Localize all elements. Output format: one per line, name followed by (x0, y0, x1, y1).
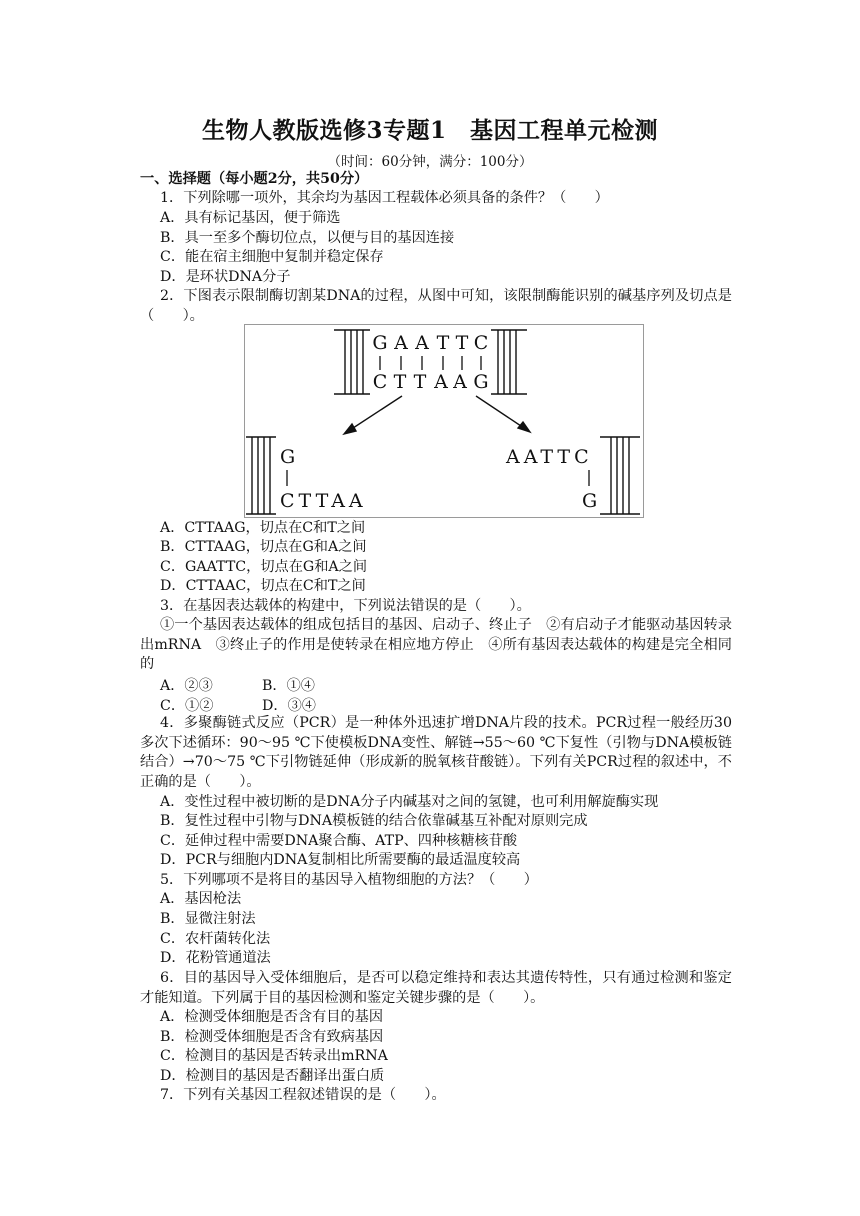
question-6-option-d: D．检测目的基因是否翻译出蛋白质 (160, 1068, 385, 1084)
bottom-base-5: A (453, 371, 467, 393)
left-arrow-shaft (350, 396, 402, 430)
top-base-4: T (436, 332, 450, 354)
section-heading: 一、选择题（每小题2分，共50分） (140, 171, 369, 187)
question-1-option-d: D．是环状DNA分子 (160, 269, 291, 285)
top-base-6: C (473, 332, 489, 354)
bottom-base-6: G (473, 371, 489, 393)
top-base-2: A (394, 332, 408, 354)
top-molecule-right-end (491, 330, 527, 394)
left-fragment-end (246, 437, 276, 514)
right-fragment-end (600, 437, 640, 514)
right-fragment-bottom-strand: G (582, 490, 598, 512)
question-2-option-c: C．GAATTC，切点在G和A之间 (160, 559, 368, 575)
restriction-cut-diagram (244, 324, 644, 518)
cut-arrows (344, 396, 530, 434)
question-1-option-b: B．具一至多个酶切位点，以便与目的基因连接 (160, 230, 455, 246)
question-5-option-c: C．农杆菌转化法 (160, 931, 271, 947)
right-arrow-head (518, 422, 530, 432)
bottom-base-1: C (372, 371, 388, 393)
question-4-option-a: A．变性过程中被切断的是DNA分子内碱基对之间的氢键，也可利用解旋酶实现 (160, 794, 659, 810)
question-3-option-a: A．②③ (160, 678, 213, 694)
top-base-5: T (455, 332, 469, 354)
left-fragment-bottom-strand: CTTAA (280, 490, 367, 512)
question-2-stem: 2．下图表示限制酶切割某DNA的过程，从图中可知，该限制酶能识别的碱基序列及切点是（ ）。 (140, 288, 732, 324)
question-1-option-a: A．具有标记基因，便于筛选 (160, 210, 341, 226)
question-6-option-c: C．检测目的基因是否转录出mRNA (160, 1048, 388, 1064)
question-3-stem: 3．在基因表达载体的构建中，下列说法错误的是（ ）。 (160, 598, 531, 614)
bottom-base-3: T (413, 371, 427, 393)
question-5-option-d: D．花粉管通道法 (160, 950, 271, 966)
question-4-option-b: B．复性过程中引物与DNA模板链的结合依靠碱基互补配对原则完成 (160, 813, 588, 829)
exam-info: （时间：60分钟，满分：100分） (327, 154, 533, 170)
question-2-option-a: A．CTTAAG，切点在C和T之间 (160, 520, 366, 536)
right-arrow-shaft (476, 396, 524, 428)
top-base-1: G (372, 332, 388, 354)
bottom-base-2: T (393, 371, 407, 393)
question-6-option-a: A．检测受体细胞是否含有目的基因 (160, 1009, 384, 1025)
question-4-option-d: D．PCR与细胞内DNA复制相比所需要酶的最适温度较高 (160, 852, 521, 868)
question-2-option-b: B．CTTAAG，切点在G和A之间 (160, 539, 367, 555)
question-5-option-a: A．基因枪法 (160, 891, 242, 907)
top-base-3: A (415, 332, 429, 354)
bottom-base-4: A (434, 371, 448, 393)
question-5-stem: 5．下列哪项不是将目的基因导入植物细胞的方法？（ ） (160, 872, 538, 888)
question-2-option-d: D．CTTAAC，切点在C和T之间 (160, 578, 366, 594)
left-fragment-top-strand: G (280, 446, 296, 468)
base-pair-bonds (380, 356, 481, 370)
right-fragment-top-strand: AATTC (506, 446, 593, 468)
question-3-statements: ①一个基因表达载体的组成包括目的基因、启动子、终止子 ②有启动子才能驱动基因转录出mRNA ③终止子的作用是使转录在相应地方停止 ④所有基因表达载体的构建是完全相同的 (140, 617, 732, 673)
question-3-option-d: D．③④ (262, 698, 316, 714)
question-6-option-b: B．检测受体细胞是否含有致病基因 (160, 1029, 384, 1045)
question-7-stem: 7．下列有关基因工程叙述错误的是（ ）。 (160, 1087, 446, 1103)
question-3-option-c: C．①② (160, 698, 214, 714)
question-1-stem: 1．下列除哪一项外，其余均为基因工程载体必须具备的条件？（ ） (160, 190, 609, 206)
question-1-option-c: C．能在宿主细胞中复制并稳定保存 (160, 249, 384, 265)
question-3-option-b: B．①④ (262, 678, 315, 694)
question-6-stem: 6．目的基因导入受体细胞后，是否可以稳定维持和表达其遗传特性，只有通过检测和鉴定才能知道。下列属于目的基因检测和鉴定关键步骤的是（ ）。 (140, 970, 732, 1006)
left-arrow-head (344, 424, 356, 434)
question-4-stem: 4．多聚酶链式反应（PCR）是一种体外迅速扩增DNA片段的技术。PCR过程一般经历30多次下述循环：90～95 ℃下使模板DNA变性、解链→55～60 ℃下复性（引物与DNA模板链结合）→70～75 ℃下引物链延伸（形成新的脱氧核苷酸链）。下列有关PCR过程的叙述中，不正确的是（ ）。 (140, 715, 732, 790)
top-molecule-left-end (334, 330, 370, 394)
question-5-option-b: B．显微注射法 (160, 911, 256, 927)
fragment-bonds (287, 470, 589, 486)
question-4-option-c: C．延伸过程中需要DNA聚合酶、ATP、四种核糖核苷酸 (160, 833, 518, 849)
page-title: 生物人教版选修3专题1 基因工程单元检测 (201, 117, 658, 144)
